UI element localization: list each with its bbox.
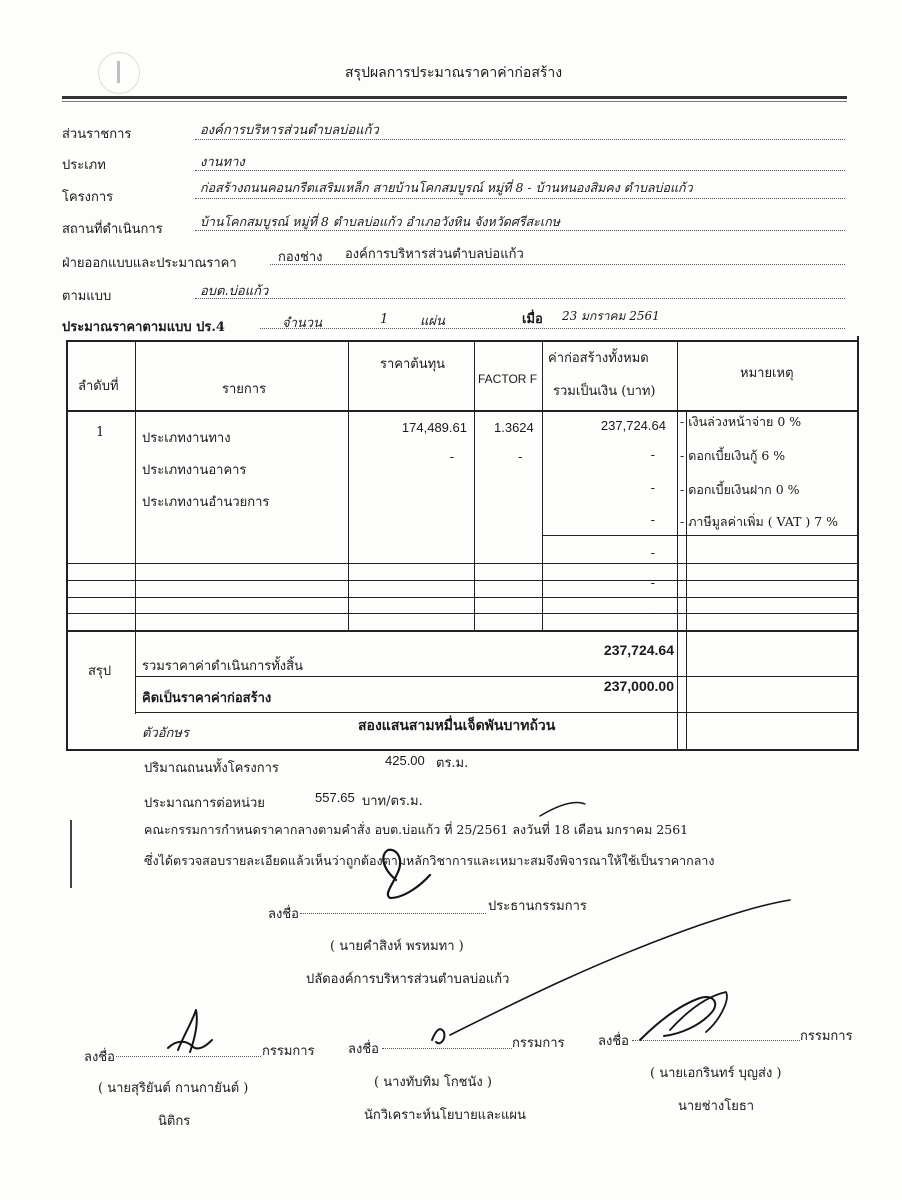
member3-sign-label: ลงชื่อ [598, 1034, 629, 1049]
count-label: จำนวน [282, 316, 322, 331]
unit-price-label: ประมาณการต่อหน่วย [144, 796, 265, 811]
words-label: ตัวอักษร [142, 726, 189, 741]
road-qty-value: 425.00 [385, 753, 425, 768]
type-label: ประเภท [62, 158, 106, 173]
agency-seal [98, 52, 140, 94]
member3-sign-dots [632, 1040, 800, 1041]
project-value: ก่อสร้างถนนคอนกรีตเสริมเหล็ก สายบ้านโคกสมบูรณ์ หมู่ที่ 8 - บ้านหนองสิมคง ตำบลบ่อแก้ว [200, 180, 693, 195]
member2-position: นักวิเคราะห์นโยบายและแผน [364, 1108, 526, 1123]
sheet-label: แผ่น [420, 314, 445, 329]
date-label: เมื่อ [522, 312, 543, 327]
member2-name: ( นางทับทิม โกชนัง ) [374, 1075, 492, 1090]
estimate-label: ประมาณราคาตามแบบ ปร.4 [62, 320, 225, 335]
agency-label: ส่วนราชการ [62, 127, 132, 142]
chair-role: ประธานกรรมการ [488, 899, 587, 914]
col-header-cost: ราคาต้นทุน [380, 357, 446, 372]
date-value: 23 มกราคม 2561 [562, 309, 660, 323]
construction-value: 237,000.00 [603, 678, 674, 694]
member2-sign-label: ลงชื่อ [348, 1042, 379, 1057]
page-title: สรุปผลการประมาณราคาค่าก่อสร้าง [345, 65, 563, 81]
row1-cost: 174,489.61 [401, 420, 467, 435]
design-org: องค์การบริหารส่วนตำบลบ่อแก้ว [345, 247, 524, 262]
member1-sign-label: ลงชื่อ [84, 1050, 115, 1065]
estimate-dots [260, 328, 845, 329]
row4-remark: - ภาษีมูลค่าเพิ่ม ( VAT ) 7 % [680, 514, 839, 529]
design-dots [270, 264, 845, 265]
row7-total: - [650, 606, 655, 621]
row3-item: ประเภทงานอำนวยการ [142, 495, 270, 510]
location-value: บ้านโคกสมบูรณ์ หมู่ที่ 8 ตำบลบ่อแก้ว อำเภอวังหิน จังหวัดศรีสะเกษ [200, 214, 560, 229]
col-header-item: รายการ [222, 382, 267, 397]
committee-line: คณะกรรมการกำหนดราคากลางตามคำสั่ง อบต.บ่อแก้ว ที่ 25/2561 ลงวันที่ 18 เดือน มกราคม 2561 [144, 822, 689, 837]
location-dots [195, 230, 845, 231]
member3-position: นายช่างโยธา [678, 1099, 755, 1114]
row2-factor: - [518, 450, 523, 465]
title-rule-thin [62, 101, 847, 102]
type-dots [195, 170, 845, 171]
member1-sign-dots [116, 1056, 261, 1057]
agency-dots [195, 139, 845, 140]
col-header-total-2: รวมเป็นเงิน (บาท) [553, 384, 656, 399]
row1-remark: - เงินล่วงหน้าจ่าย 0 % [680, 414, 802, 429]
row3-total: - [650, 481, 655, 496]
col-header-total-1: ค่าก่อสร้างทั้งหมด [548, 351, 649, 366]
row4-total: - [650, 513, 655, 528]
row1-item: ประเภทงานทาง [142, 431, 231, 446]
project-label: โครงการ [62, 190, 114, 205]
row1-total: 237,724.64 [600, 418, 666, 433]
row3-remark: - ดอกเบี้ยเงินฝาก 0 % [680, 482, 800, 497]
summary-label: สรุป [88, 664, 112, 679]
construction-label: คิดเป็นราคาค่าก่อสร้าง [142, 691, 272, 706]
design-dept: กองช่าง [278, 250, 323, 265]
col-header-factor: FACTOR F [478, 372, 538, 386]
project-dots [195, 198, 845, 199]
row2-item: ประเภทงานอาคาร [142, 463, 247, 478]
words-value: สองแสนสามหมื่นเจ็ดพันบาทถ้วน [358, 718, 556, 734]
approval-line: ซึ่งได้ตรวจสอบรายละเอียดแล้วเห็นว่าถูกต้องตามหลักวิชาการและเหมาะสมจึงพิจารณาให้ใช้เป็นราคากลาง [144, 853, 715, 868]
agency-value: องค์การบริหารส่วนตำบลบ่อแก้ว [200, 123, 379, 138]
member2-role: กรรมการ [512, 1036, 565, 1051]
row6-total: - [650, 576, 655, 591]
chair-position: ปลัดองค์การบริหารส่วนตำบลบ่อแก้ว [306, 972, 510, 987]
col-header-remark: หมายเหตุ [740, 366, 794, 381]
total-label: รวมราคาค่าดำเนินการทั้งสิ้น [142, 659, 303, 674]
total-value: 237,724.64 [603, 642, 674, 658]
form-dots [195, 298, 845, 299]
chair-sign-dots [300, 913, 486, 914]
member3-name: ( นายเอกรินทร์ บุญส่ง ) [650, 1066, 782, 1081]
chair-sign-label: ลงชื่อ [268, 907, 299, 922]
road-qty-label: ปริมาณถนนทั้งโครงการ [144, 761, 279, 776]
road-qty-unit: ตร.ม. [436, 756, 469, 771]
margin-mark [70, 820, 72, 888]
unit-price-unit: บาท/ตร.ม. [362, 794, 423, 809]
member3-role: กรรมการ [800, 1029, 853, 1044]
row2-cost: - [449, 450, 454, 465]
type-value: งานทาง [200, 155, 245, 170]
unit-price-value: 557.65 [315, 790, 355, 805]
member1-name: ( นายสุริยันต์ กานกายันต์ ) [98, 1081, 249, 1096]
member1-role: กรรมการ [262, 1044, 315, 1059]
count-value: 1 [380, 312, 389, 327]
row5-total: - [650, 546, 655, 561]
design-label: ฝ่ายออกแบบและประมาณราคา [62, 256, 237, 271]
col-header-no: ลำดับที่ [78, 379, 119, 394]
chair-name: ( นายคำสิงห์ พรหมทา ) [330, 939, 464, 954]
member2-sign-dots [382, 1048, 512, 1049]
row1-factor: 1.3624 [494, 420, 534, 435]
location-label: สถานที่ดำเนินการ [62, 222, 163, 237]
form-label: ตามแบบ [62, 289, 112, 304]
row1-no: 1 [96, 425, 105, 440]
row2-total: - [650, 448, 655, 463]
member1-position: นิติกร [158, 1114, 191, 1129]
row2-remark: - ดอกเบี้ยเงินกู้ 6 % [680, 448, 786, 463]
form-value: อบต.บ่อแก้ว [200, 284, 269, 299]
title-rule [62, 96, 847, 99]
